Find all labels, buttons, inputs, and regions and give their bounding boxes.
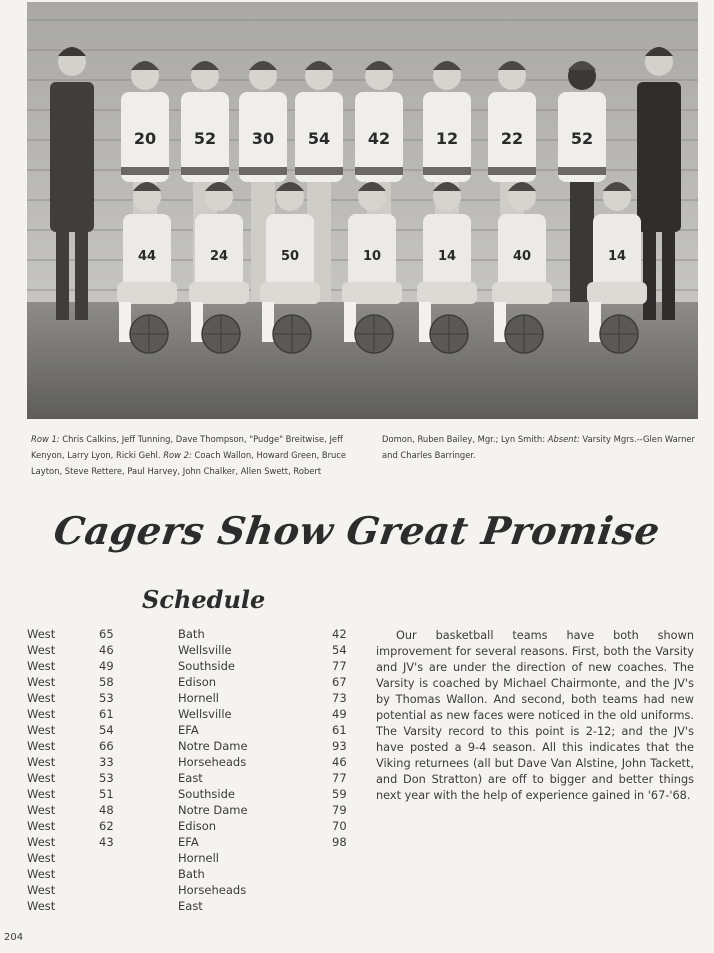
schedule-row — [27, 898, 357, 914]
schedule-west-score: 43 — [99, 835, 114, 849]
jersey-number: 24 — [209, 249, 229, 264]
schedule-opponent-score: 59 — [332, 787, 347, 801]
schedule-row — [27, 738, 357, 754]
photo-caption-left — [31, 431, 361, 479]
schedule-team: West — [27, 867, 56, 881]
schedule-row — [27, 882, 357, 898]
schedule-opponent: Edison — [178, 819, 217, 833]
schedule-team: West — [27, 835, 56, 849]
jersey-number: 14 — [437, 249, 457, 264]
schedule-opponent: Horseheads — [178, 755, 247, 769]
jersey-number: 52 — [570, 129, 594, 148]
schedule-row — [27, 642, 357, 658]
schedule-opponent-score: 61 — [332, 723, 347, 737]
schedule-row — [27, 850, 357, 866]
caption-absent-label: Absent: — [547, 434, 580, 444]
article-body: Our basketball teams have both shown improvement for several reasons. First, both the Varsity and JV's are under the direction of new coaches. The Varsity is coached by Michael Chairmonte, and the JV's by Thomas Wallon. And second, both teams had new potential as new faces were noticed in the old uniforms. The Varsity record to this point is 2-12; and the JV's have posted a 9-4 season. All this indicates that the Viking returnees (all but Dave Van Alstine, John Tackett, and Don Stratton) are off to bigger and better things next year with the help of experience gained in '67-'68. — [376, 629, 694, 802]
schedule-west-score: 54 — [99, 723, 114, 737]
schedule-row — [27, 706, 357, 722]
schedule-opponent: Hornell — [178, 691, 219, 705]
schedule-row — [27, 722, 357, 738]
schedule-team: West — [27, 787, 56, 801]
schedule-opponent-score: 77 — [332, 771, 347, 785]
caption-row2-text: Coach Wallon, Howard Green, Bruce Layton, Steve Rettere, Paul Harvey, John Chalker, Allen Swett, Robert — [31, 450, 347, 476]
team-photo — [27, 2, 698, 419]
schedule-table — [27, 626, 357, 914]
schedule-team: West — [27, 707, 56, 721]
schedule-west-score: 46 — [99, 643, 114, 657]
schedule-row — [27, 754, 357, 770]
jersey-number: 54 — [307, 129, 331, 148]
schedule-team: West — [27, 851, 56, 865]
caption-row1-text: Chris Calkins, Jeff Tunning, Dave Thompson, "Pudge" Breitwise, Jeff Kenyon, Larry Lyon, Ricki Gehl. — [31, 434, 343, 460]
schedule-opponent-score: 73 — [332, 691, 347, 705]
schedule-opponent: Southside — [178, 659, 235, 673]
schedule-opponent-score: 46 — [332, 755, 347, 769]
caption-right-text1: Domon, Ruben Bailey, Mgr.; Lyn Smith: — [382, 434, 546, 444]
schedule-opponent-score: 42 — [332, 627, 347, 641]
schedule-opponent-score: 67 — [332, 675, 347, 689]
schedule-west-score: 48 — [99, 803, 114, 817]
schedule-opponent: Horseheads — [178, 883, 247, 897]
schedule-opponent-score: 77 — [332, 659, 347, 673]
schedule-west-score: 49 — [99, 659, 114, 673]
schedule-opponent-score: 93 — [332, 739, 347, 753]
schedule-team: West — [27, 691, 56, 705]
schedule-team: West — [27, 723, 56, 737]
jersey-number: 22 — [500, 129, 524, 148]
schedule-row — [27, 770, 357, 786]
schedule-row — [27, 802, 357, 818]
schedule-opponent: Notre Dame — [178, 739, 248, 753]
caption-row1-label: Row 1: — [31, 434, 60, 444]
schedule-opponent: Edison — [178, 675, 217, 689]
schedule-west-score: 53 — [99, 691, 114, 705]
schedule-opponent: Wellsville — [178, 707, 232, 721]
schedule-opponent: Southside — [178, 787, 235, 801]
schedule-team: West — [27, 739, 56, 753]
schedule-west-score: 65 — [99, 627, 114, 641]
schedule-opponent: Bath — [178, 627, 205, 641]
schedule-row — [27, 866, 357, 882]
jersey-number: 50 — [280, 249, 300, 264]
photo-caption-right — [382, 431, 702, 463]
jersey-number: 10 — [362, 249, 382, 264]
jersey-number: 52 — [193, 129, 217, 148]
schedule-opponent: Notre Dame — [178, 803, 248, 817]
page-number: 204 — [4, 932, 24, 943]
schedule-opponent-score: 70 — [332, 819, 347, 833]
schedule-row — [27, 786, 357, 802]
schedule-row — [27, 674, 357, 690]
schedule-team: West — [27, 819, 56, 833]
team-photo-image — [27, 2, 698, 419]
caption-right-text2: Varsity Mgrs.--Glen Warner and Charles Barringer. — [382, 434, 695, 460]
jersey-number: 30 — [251, 129, 275, 148]
schedule-opponent: EFA — [178, 723, 199, 737]
schedule-opponent-score: 79 — [332, 803, 347, 817]
jersey-number: 42 — [367, 129, 391, 148]
schedule-team: West — [27, 755, 56, 769]
schedule-opponent: East — [178, 899, 203, 913]
caption-row2-label: Row 2: — [163, 450, 192, 460]
schedule-opponent: East — [178, 771, 203, 785]
schedule-west-score: 66 — [99, 739, 114, 753]
jersey-number: 14 — [607, 249, 627, 264]
schedule-opponent-score: 49 — [332, 707, 347, 721]
jersey-number: 12 — [435, 129, 459, 148]
schedule-opponent-score: 98 — [332, 835, 347, 849]
page-title: Cagers Show Great Promise — [51, 508, 663, 553]
schedule-opponent: Wellsville — [178, 643, 232, 657]
schedule-west-score: 33 — [99, 755, 114, 769]
schedule-row — [27, 818, 357, 834]
schedule-team: West — [27, 643, 56, 657]
schedule-team: West — [27, 883, 56, 897]
schedule-opponent: Bath — [178, 867, 205, 881]
schedule-opponent: Hornell — [178, 851, 219, 865]
schedule-team: West — [27, 899, 56, 913]
schedule-team: West — [27, 627, 56, 641]
schedule-west-score: 51 — [99, 787, 114, 801]
jersey-number: 20 — [133, 129, 157, 148]
schedule-row — [27, 626, 357, 642]
schedule-team: West — [27, 803, 56, 817]
schedule-opponent-score: 54 — [332, 643, 347, 657]
schedule-title: Schedule — [142, 585, 266, 614]
schedule-west-score: 53 — [99, 771, 114, 785]
schedule-west-score: 62 — [99, 819, 114, 833]
schedule-team: West — [27, 771, 56, 785]
schedule-west-score: 58 — [99, 675, 114, 689]
schedule-opponent: EFA — [178, 835, 199, 849]
jersey-number: 44 — [137, 249, 157, 264]
schedule-west-score: 61 — [99, 707, 114, 721]
jersey-number: 40 — [512, 249, 532, 264]
schedule-team: West — [27, 675, 56, 689]
schedule-row — [27, 834, 357, 850]
schedule-row — [27, 658, 357, 674]
schedule-team: West — [27, 659, 56, 673]
schedule-row — [27, 690, 357, 706]
